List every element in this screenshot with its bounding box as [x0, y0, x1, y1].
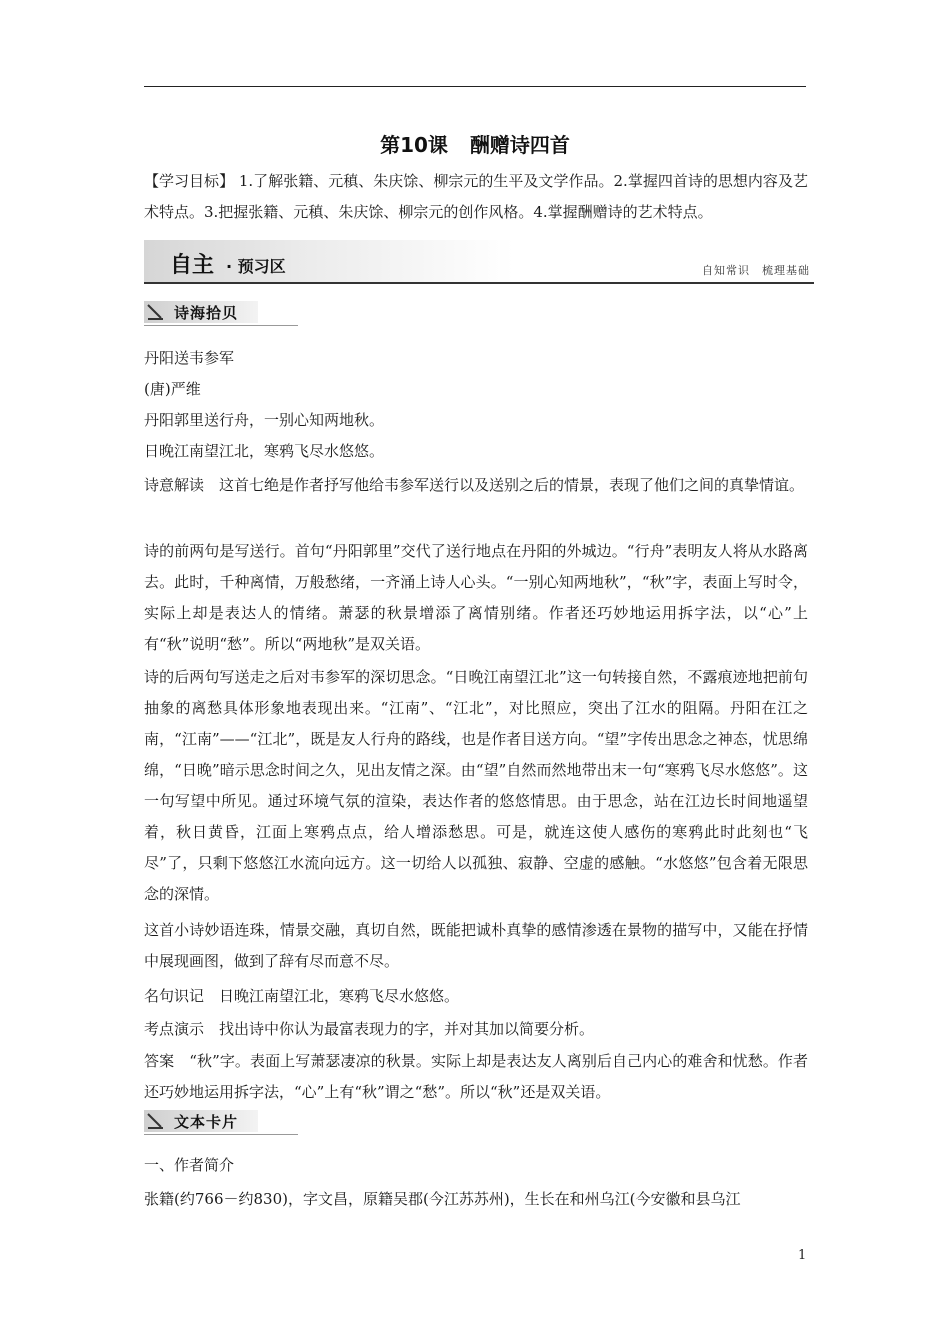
poem-title: 丹阳送韦参军 [144, 349, 235, 367]
lesson-name: 酬赠诗四首 [469, 133, 570, 157]
heading-underline [144, 1134, 298, 1135]
section-heading-poetry [144, 301, 298, 327]
poem-line-2: 日晚江南望江北，寒鸦飞尽水悠悠。 [144, 442, 385, 460]
section-heading-text-card [144, 1110, 298, 1136]
diagonal-mark-icon [147, 1113, 165, 1129]
poem-author: (唐)严维 [144, 380, 201, 398]
objectives-label: 【学习目标】 [144, 172, 235, 190]
analysis-paragraph-3: 这首小诗妙语连珠，情景交融，真切自然，既能把诚朴真挚的感情渗透在景物的描写中，又能在抒情中展现画图，做到了辞有尽而意不尽。 [144, 921, 808, 970]
heading-label: 诗海拾贝 [174, 304, 239, 322]
heading-label: 文本卡片 [174, 1113, 239, 1131]
exam-point: 考点演示 找出诗中你认为最富表现力的字，并对其加以简要分析。 [144, 1020, 595, 1038]
poem-line-1: 丹阳郭里送行舟，一别心知两地秋。 [144, 411, 385, 429]
analysis-paragraph-1: 诗的前两句是写送行。首句“丹阳郭里”交代了送行地点在丹阳的外城边。“行舟”表明友人将从水路离去。此时，千种离情，万般愁绪，一齐涌上诗人心头。“一别心知两地秋”，“秋”字，表面上写时令，实际上却是表达人的情绪。萧瑟的秋景增添了离情别绪。作者还巧妙地运用拆字法，以“心”上有“秋”说明“愁”。所以“两地秋”是双关语。 [144, 542, 808, 653]
learning-objectives [144, 166, 808, 228]
heading-underline [144, 325, 298, 326]
banner-rule [144, 282, 814, 284]
analysis-paragraph-2: 诗的后两句写送走之后对韦参军的深切思念。“日晚江南望江北”这一句转接自然，不露痕迹地把前句抽象的离愁具体形象地表现出来。“江南”、“江北”，对比照应，突出了江水的阻隔。丹阳在江之南，“江南”——“江北”，既是友人行舟的路线，也是作者目送方向。“望”字传出思念之神态，忧思绵绵，“日晚”暗示思念时间之久，见出友情之深。由“望”自然而然地带出末一句“寒鸦飞尽水悠悠”。这一句写望中所见。通过环境气氛的渲染，表达作者的悠悠情思。由于思念，站在江边长时间地遥望着，秋日黄昏，江面上寒鸦点点，给人增添愁思。可是，就连这使人感伤的寒鸦此时此刻也“飞尽”了，只剩下悠悠江水流向远方。这一切给人以孤独、寂静、空虚的感触。“水悠悠”包含着无限思念的深情。 [144, 668, 808, 903]
author-intro-text: 张籍(约766－约830)，字文昌，原籍吴郡(今江苏苏州)，生长在和州乌江(今安徽和县乌江 [144, 1190, 741, 1208]
banner-title: 自主 [170, 253, 215, 278]
lesson-number: 第10课 [380, 133, 448, 157]
author-intro-heading: 一、作者简介 [144, 1156, 235, 1174]
diagonal-mark-icon [147, 304, 165, 320]
page-number: 1 [798, 1248, 807, 1263]
lesson-title [0, 129, 950, 158]
answer-paragraph: 答案 “秋”字。表面上写萧瑟凄凉的秋景。实际上却是表达友人离别后自己内心的难舍和忧愁。作者还巧妙地运用拆字法，“心”上有“秋”谓之“愁”。所以“秋”还是双关语。 [144, 1052, 808, 1101]
interpretation-paragraph: 诗意解读 这首七绝是作者抒写他给韦参军送行以及送别之后的情景，表现了他们之间的真挚情谊。 [144, 476, 805, 494]
section-banner [144, 240, 814, 284]
header-rule [144, 86, 806, 87]
objectives-text: 1.了解张籍、元稹、朱庆馀、柳宗元的生平及文学作品。2.掌握四首诗的思想内容及艺术特点。3.把握张籍、元稹、朱庆馀、柳宗元的创作风格。4.掌握酬赠诗的艺术特点。 [144, 172, 808, 221]
famous-line: 名句识记 日晚江南望江北，寒鸦飞尽水悠悠。 [144, 987, 460, 1005]
banner-subtitle: · 预习区 [226, 257, 286, 276]
banner-caption: 自知常识 梳理基础 [702, 264, 810, 277]
